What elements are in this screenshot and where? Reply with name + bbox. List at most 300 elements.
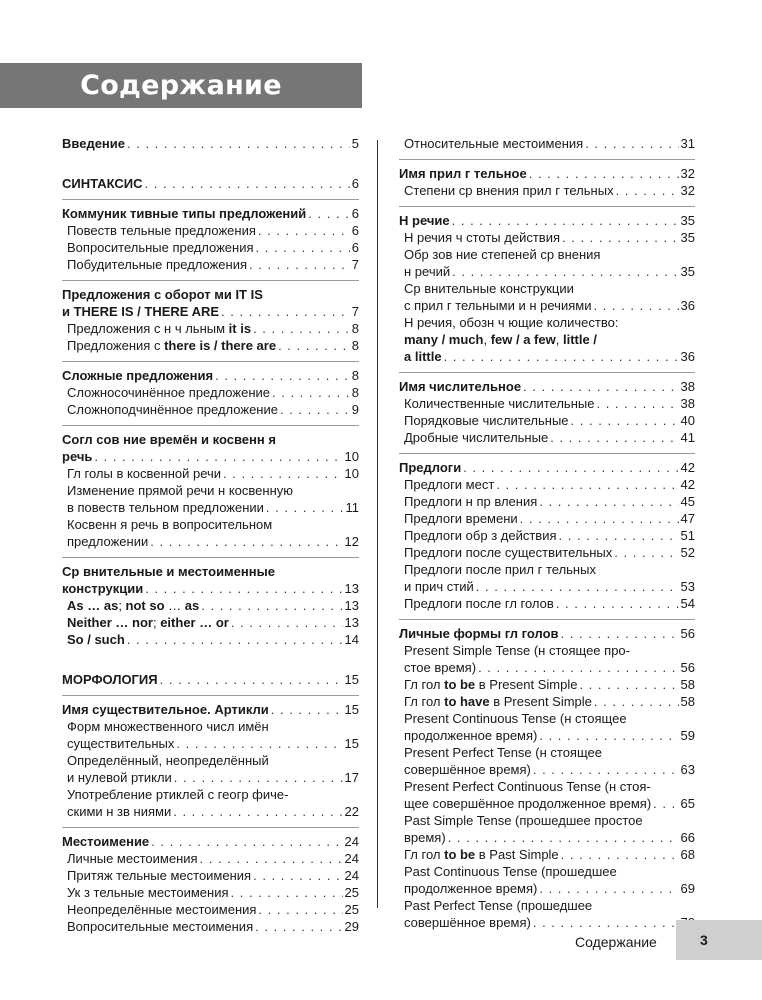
toc-entry[interactable] — [62, 337, 359, 354]
toc-text-segment: ; — [118, 598, 126, 613]
toc-page-number: 36 — [680, 298, 695, 313]
dot-leader — [145, 580, 342, 597]
toc-entry-line — [404, 246, 695, 263]
toc-entry[interactable] — [399, 561, 695, 595]
toc-entry-title — [67, 239, 254, 256]
toc-entry-title — [404, 135, 583, 152]
toc-page-number: 51 — [680, 528, 695, 543]
toc-text-segment: Сложносочинённое предложение — [67, 385, 270, 400]
toc-entry-title — [404, 914, 531, 931]
toc-entry-title — [62, 671, 158, 688]
toc-heading-entry[interactable] — [62, 135, 359, 152]
dot-leader — [653, 795, 678, 812]
toc-text-segment: МОРФОЛОГИЯ — [62, 672, 158, 687]
toc-page-number: 66 — [680, 830, 695, 845]
toc-text-segment: Вопросительные местоимения — [67, 919, 254, 934]
toc-entry-line — [62, 563, 359, 580]
toc-text-segment: Н речия, обозн ч ющие количество: — [404, 315, 619, 330]
toc-page-number: 54 — [680, 596, 695, 611]
dot-leader — [463, 459, 678, 476]
toc-text-segment: Форм множественного числ имён — [67, 719, 269, 734]
toc-text-segment: Повеств тельные предложения — [67, 223, 256, 238]
toc-text-segment: Предложения с оборот ми IT IS — [62, 287, 263, 302]
toc-heading-entry[interactable] — [399, 625, 695, 642]
toc-entry[interactable] — [399, 778, 695, 812]
toc-entry[interactable] — [399, 812, 695, 846]
dot-leader — [616, 182, 679, 199]
toc-text-segment: время) — [404, 830, 446, 845]
toc-entry[interactable] — [399, 527, 695, 544]
dot-leader — [271, 701, 343, 718]
toc-entry-title — [404, 429, 548, 446]
toc-text-segment: Предлоги времени — [404, 511, 518, 526]
toc-text-segment: Употребление ртиклей с геогр фиче- — [67, 787, 289, 802]
toc-page-number: 65 — [680, 796, 695, 811]
toc-page-number: 8 — [351, 321, 359, 336]
toc-entry[interactable] — [399, 429, 695, 446]
dot-leader — [571, 412, 679, 429]
toc-entry[interactable] — [62, 884, 359, 901]
toc-entry[interactable] — [399, 493, 695, 510]
toc-heading-entry[interactable] — [62, 286, 359, 320]
dot-leader — [523, 378, 678, 395]
dot-leader — [561, 846, 679, 863]
toc-entry-title — [399, 625, 559, 642]
toc-left-column — [62, 135, 359, 942]
toc-page-number: 40 — [680, 413, 695, 428]
toc-text-segment: Предлоги н пр вления — [404, 494, 538, 509]
toc-entry-line — [67, 482, 359, 499]
toc-section — [399, 159, 695, 199]
toc-entry[interactable] — [62, 901, 359, 918]
toc-page-number: 25 — [344, 885, 359, 900]
toc-text-segment: Предлоги после существительных — [404, 545, 613, 560]
toc-page-number: 9 — [351, 402, 359, 417]
toc-page-number: 36 — [680, 349, 695, 364]
toc-entry[interactable] — [399, 314, 695, 365]
toc-entry-title — [67, 256, 247, 273]
toc-entry-title — [67, 401, 278, 418]
toc-page-number: 17 — [344, 770, 359, 785]
footer-section-label: Содержание — [575, 934, 657, 950]
toc-text-segment: Present Perfect Tense (н стоящее — [404, 745, 602, 760]
dot-leader — [151, 833, 342, 850]
toc-text-segment: Present Simple Tense (н стоящее про- — [404, 643, 630, 658]
toc-text-segment: н речий — [404, 264, 451, 279]
toc-entry-title — [404, 348, 442, 365]
toc-entry[interactable] — [62, 614, 359, 631]
toc-page-number: 8 — [351, 368, 359, 383]
toc-text-segment: there is / there are — [164, 338, 277, 353]
toc-heading-entry[interactable] — [399, 165, 695, 182]
toc-text-segment: Гл гол — [404, 677, 445, 692]
toc-text-segment: many / much — [404, 332, 484, 347]
toc-text-segment: Коммуник тивные типы предложений — [62, 206, 307, 221]
dot-leader — [221, 303, 350, 320]
dot-leader — [176, 735, 342, 752]
toc-page-number: 6 — [351, 223, 359, 238]
toc-entry-title — [399, 212, 450, 229]
toc-section — [399, 453, 695, 612]
toc-entry-title — [404, 727, 537, 744]
toc-text-segment: … — [164, 598, 185, 613]
toc-page-number: 8 — [351, 338, 359, 353]
toc-entry-title — [67, 533, 148, 550]
toc-heading-entry[interactable] — [399, 459, 695, 476]
toc-text-segment: Гл гол — [404, 847, 445, 862]
toc-entry-line — [67, 786, 359, 803]
toc-entry-line — [67, 752, 359, 769]
toc-entry-title — [399, 378, 521, 395]
toc-entry-title — [404, 595, 554, 612]
dot-leader — [272, 384, 350, 401]
toc-entry-title — [404, 693, 592, 710]
toc-text-segment: Предлоги мест — [404, 477, 495, 492]
toc-page-number: 56 — [680, 626, 695, 641]
toc-page-number: 32 — [680, 166, 695, 181]
dot-leader — [585, 135, 678, 152]
toc-entry-title — [399, 165, 527, 182]
toc-text-segment: little / — [562, 332, 597, 347]
toc-text-segment: в повеств тельном предложении — [67, 500, 264, 515]
toc-entry[interactable] — [399, 229, 695, 246]
toc-text-segment: Сложные предложения — [62, 368, 214, 383]
dot-leader — [174, 769, 343, 786]
toc-entry-title — [404, 578, 474, 595]
toc-entry-title — [404, 476, 494, 493]
toc-entry-title — [404, 795, 651, 812]
toc-entry-title — [67, 901, 256, 918]
toc-entry-line — [67, 718, 359, 735]
toc-text-segment: Дробные числительные — [404, 430, 549, 445]
toc-entry-title — [404, 880, 537, 897]
toc-entry[interactable] — [62, 384, 359, 401]
dot-leader — [561, 625, 679, 642]
toc-text-segment: Present Perfect Continuous Tense (н стоя- — [404, 779, 651, 794]
toc-text-segment: и прич стий — [404, 579, 474, 594]
toc-page-number: 13 — [344, 598, 359, 613]
toc-text-segment: скими н зв ниями — [67, 804, 172, 819]
dot-leader — [579, 676, 678, 693]
toc-text-segment: Количественные числительные — [404, 396, 595, 411]
toc-page-number: 63 — [680, 762, 695, 777]
toc-entry[interactable] — [399, 135, 695, 152]
toc-entry[interactable] — [399, 182, 695, 199]
toc-text-segment: продолженное время) — [404, 728, 538, 743]
toc-text-segment: Предлоги после гл голов — [404, 596, 554, 611]
toc-entry-line — [62, 286, 359, 303]
toc-entry-title — [67, 320, 251, 337]
toc-heading-entry[interactable] — [62, 671, 359, 688]
toc-entry-title — [62, 135, 125, 152]
toc-entry[interactable] — [62, 465, 359, 482]
toc-entry-title — [404, 659, 476, 676]
toc-entry-line — [404, 331, 695, 348]
toc-text-segment: Past Perfect Tense (прошедшее — [404, 898, 593, 913]
toc-text-segment: Предлоги после прил г тельных — [404, 562, 596, 577]
toc-text-segment: Побудительные предложения — [67, 257, 248, 272]
toc-section — [62, 199, 359, 273]
toc-text-segment: not so — [125, 598, 165, 613]
toc-entry-title — [67, 918, 253, 935]
toc-entry-title — [67, 769, 172, 786]
toc-section — [62, 135, 359, 152]
toc-entry[interactable] — [62, 752, 359, 786]
toc-entry[interactable] — [399, 642, 695, 676]
toc-text-segment: As … as — [67, 598, 119, 613]
toc-heading-entry[interactable] — [62, 701, 359, 718]
toc-entry-title — [404, 544, 612, 561]
toc-entry-title — [404, 527, 557, 544]
dot-leader — [550, 429, 678, 446]
toc-page-number: 12 — [344, 534, 359, 549]
dot-leader — [308, 205, 349, 222]
dot-leader — [266, 499, 344, 516]
toc-text-segment: Предлоги обр з действия — [404, 528, 557, 543]
toc-entry-title — [62, 367, 213, 384]
toc-entry-line — [62, 431, 359, 448]
toc-page-number: 56 — [680, 660, 695, 675]
toc-page-number: 42 — [680, 460, 695, 475]
toc-text-segment: Притяж тельные местоимения — [67, 868, 252, 883]
toc-entry-line — [404, 897, 695, 914]
toc-text-segment: Past Continuous Tense (прошедшее — [404, 864, 617, 879]
toc-text-segment: Гл гол — [404, 694, 445, 709]
toc-entry-line — [404, 710, 695, 727]
dot-leader — [258, 901, 342, 918]
toc-entry[interactable] — [399, 412, 695, 429]
toc-page-number: 15 — [344, 736, 359, 751]
toc-entry[interactable] — [62, 222, 359, 239]
toc-section — [62, 175, 359, 192]
toc-entry[interactable] — [399, 246, 695, 280]
toc-entry[interactable] — [62, 718, 359, 752]
toc-entry[interactable] — [399, 544, 695, 561]
toc-entry[interactable] — [399, 395, 695, 412]
toc-entry[interactable] — [399, 710, 695, 744]
toc-heading-entry[interactable] — [399, 378, 695, 395]
toc-heading-entry[interactable] — [62, 175, 359, 192]
toc-entry-title — [67, 884, 229, 901]
toc-text-segment: щее совершённое продолженное время) — [404, 796, 652, 811]
toc-text-segment: Н речие — [399, 213, 450, 228]
toc-text-segment: Относительные местоимения — [404, 136, 584, 151]
toc-entry-title — [67, 222, 256, 239]
toc-page-number: 13 — [344, 615, 359, 630]
toc-entry[interactable] — [62, 320, 359, 337]
toc-text-segment: Предлоги — [399, 460, 462, 475]
toc-section — [399, 135, 695, 152]
toc-entry[interactable] — [399, 280, 695, 314]
toc-text-segment: Обр зов ние степеней ср внения — [404, 247, 601, 262]
toc-heading-entry[interactable] — [62, 563, 359, 597]
dot-leader — [173, 803, 342, 820]
toc-page-number: 13 — [344, 581, 359, 596]
dot-leader — [452, 212, 679, 229]
toc-entry[interactable] — [399, 676, 695, 693]
toc-entry-title — [399, 459, 461, 476]
toc-entry[interactable] — [399, 897, 695, 931]
toc-text-segment: в Present Simple — [489, 694, 592, 709]
dot-leader — [127, 135, 350, 152]
toc-entry[interactable] — [62, 256, 359, 273]
dot-leader — [596, 395, 678, 412]
toc-page-number: 42 — [680, 477, 695, 492]
toc-entry[interactable] — [399, 846, 695, 863]
toc-text-segment: So / such — [67, 632, 125, 647]
toc-entry-title — [404, 182, 614, 199]
dot-leader — [253, 867, 342, 884]
toc-text-segment: совершённое время) — [404, 762, 531, 777]
toc-page-number: 35 — [680, 213, 695, 228]
toc-text-segment: Ср внительные конструкции — [404, 281, 574, 296]
toc-text-segment: с прил г тельными и н речиями — [404, 298, 592, 313]
toc-entry-title — [67, 850, 198, 867]
toc-entry[interactable] — [62, 597, 359, 614]
dot-leader — [539, 880, 678, 897]
toc-text-segment: ; — [152, 615, 161, 630]
toc-entry[interactable] — [62, 918, 359, 935]
toc-text-segment: Личные формы гл голов — [399, 626, 559, 641]
toc-text-segment: to have — [444, 694, 490, 709]
dot-leader — [614, 544, 678, 561]
toc-heading-entry[interactable] — [62, 367, 359, 384]
toc-text-segment: Предложения с — [67, 338, 165, 353]
dot-leader — [278, 337, 350, 354]
toc-text-segment: Местоимение — [62, 834, 150, 849]
dot-leader — [562, 229, 679, 246]
toc-text-segment: Порядковые числительные — [404, 413, 569, 428]
toc-heading-entry[interactable] — [62, 833, 359, 850]
toc-entry[interactable] — [399, 595, 695, 612]
toc-text-segment: и THERE IS / THERE ARE — [62, 304, 220, 319]
toc-page-number: 25 — [344, 902, 359, 917]
dot-leader — [496, 476, 678, 493]
toc-entry[interactable] — [62, 482, 359, 516]
toc-entry[interactable] — [62, 631, 359, 648]
toc-entry-line — [404, 812, 695, 829]
toc-entry-title — [67, 614, 229, 631]
toc-page-number: 11 — [345, 500, 359, 515]
toc-entry-title — [62, 303, 219, 320]
toc-page-number: 38 — [680, 396, 695, 411]
toc-entry[interactable] — [62, 850, 359, 867]
toc-entry[interactable] — [399, 744, 695, 778]
toc-page-number: 47 — [680, 511, 695, 526]
toc-entry-line — [404, 744, 695, 761]
dot-leader — [223, 465, 342, 482]
toc-text-segment: Неопределённые местоимения — [67, 902, 257, 917]
dot-leader — [280, 401, 350, 418]
toc-entry-title — [67, 499, 264, 516]
toc-entry-line — [404, 778, 695, 795]
toc-entry-title — [404, 829, 446, 846]
toc-entry-title — [404, 676, 577, 693]
toc-text-segment: Вопросительные предложения — [67, 240, 254, 255]
toc-text-segment: to be — [444, 847, 476, 862]
toc-text-segment: продолженное время) — [404, 881, 538, 896]
toc-text-segment: it is — [228, 321, 252, 336]
toc-entry[interactable] — [62, 867, 359, 884]
toc-text-segment: Согл сов ние времён и косвенн я — [62, 432, 276, 447]
dot-leader — [150, 533, 342, 550]
dot-leader — [145, 175, 350, 192]
footer-page-number: 3 — [676, 920, 762, 960]
dot-leader — [476, 578, 679, 595]
toc-text-segment: Сложноподчинённое предложение — [67, 402, 278, 417]
toc-page-number: 24 — [344, 834, 359, 849]
toc-entry[interactable] — [399, 476, 695, 493]
toc-page-number: 15 — [344, 672, 359, 687]
toc-entry-title — [67, 384, 270, 401]
toc-heading-entry[interactable] — [62, 431, 359, 465]
toc-text-segment: Предложения с н ч льным — [67, 321, 229, 336]
toc-text-segment: , — [555, 332, 563, 347]
toc-entry[interactable] — [62, 239, 359, 256]
toc-entry-title — [62, 580, 143, 597]
toc-entry[interactable] — [399, 863, 695, 897]
toc-text-segment: речь — [62, 449, 93, 464]
dot-leader — [520, 510, 679, 527]
toc-entry-title — [67, 597, 199, 614]
toc-entry-title — [62, 701, 269, 718]
toc-text-segment: предложении — [67, 534, 149, 549]
dot-leader — [94, 448, 342, 465]
toc-entry[interactable] — [62, 516, 359, 550]
toc-heading-entry[interactable] — [62, 205, 359, 222]
toc-heading-entry[interactable] — [399, 212, 695, 229]
toc-entry[interactable] — [399, 510, 695, 527]
toc-page-number: 35 — [680, 264, 695, 279]
dot-leader — [256, 239, 350, 256]
toc-text-segment: as — [184, 598, 200, 613]
toc-page-number: 58 — [680, 677, 695, 692]
toc-page-number: 22 — [344, 804, 359, 819]
toc-entry-line — [404, 280, 695, 297]
toc-page-number: 7 — [351, 257, 359, 272]
dot-leader — [593, 297, 678, 314]
toc-page-number: 24 — [344, 868, 359, 883]
toc-entry-title — [67, 867, 251, 884]
dot-leader — [231, 614, 343, 631]
toc-page-number: 32 — [680, 183, 695, 198]
toc-page-number: 58 — [680, 694, 695, 709]
toc-entry[interactable] — [62, 401, 359, 418]
toc-entry-title — [404, 297, 591, 314]
dot-leader — [478, 659, 678, 676]
toc-text-segment: стое время) — [404, 660, 477, 675]
toc-entry[interactable] — [399, 693, 695, 710]
toc-text-segment: Гл голы в косвенной речи — [67, 466, 222, 481]
toc-text-segment: , — [483, 332, 491, 347]
toc-page-number: 45 — [680, 494, 695, 509]
toc-entry[interactable] — [62, 786, 359, 820]
toc-section — [399, 206, 695, 365]
toc-entry-title — [404, 263, 450, 280]
toc-text-segment: Степени ср внения прил г тельных — [404, 183, 614, 198]
toc-page-number: 69 — [680, 881, 695, 896]
dot-leader — [127, 631, 343, 648]
dot-leader — [201, 597, 342, 614]
toc-page-number: 31 — [680, 136, 695, 151]
toc-entry-title — [62, 205, 306, 222]
dot-leader — [448, 829, 679, 846]
toc-page-number: 14 — [344, 632, 359, 647]
toc-entry-title — [404, 846, 559, 863]
toc-page-number: 52 — [680, 545, 695, 560]
toc-section — [62, 280, 359, 354]
toc-entry-title — [67, 465, 221, 482]
